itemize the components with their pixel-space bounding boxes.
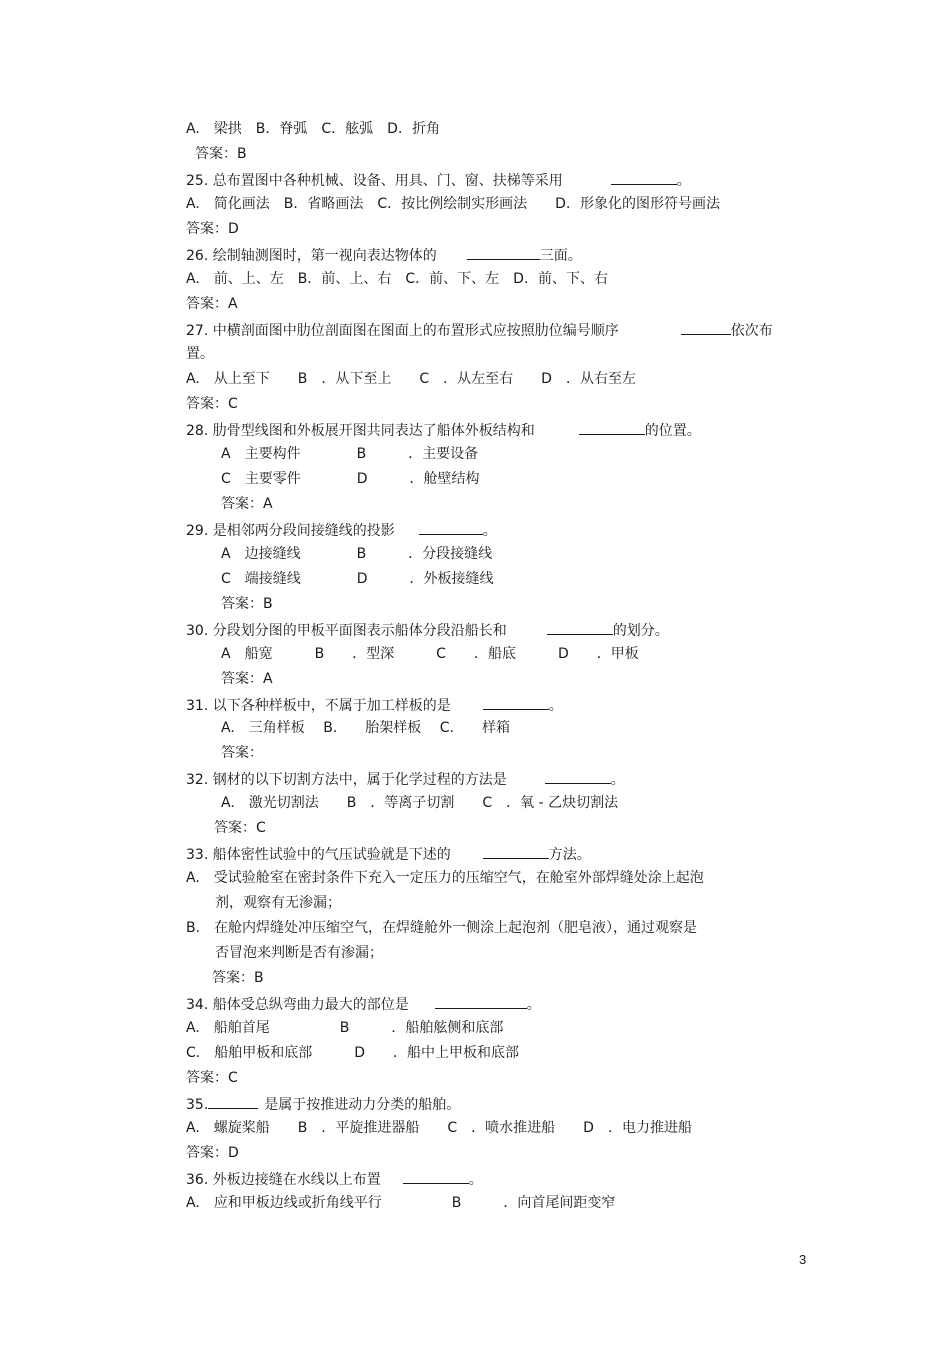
- answer-blank: [681, 320, 731, 335]
- question-text-end: 。: [548, 698, 563, 714]
- question-continuation: 置。: [186, 346, 214, 362]
- answer-blank: [579, 420, 645, 435]
- question-text-end: 方法。: [548, 847, 591, 863]
- answer-blank: [547, 620, 613, 635]
- answer-line: 答案：C: [186, 396, 238, 412]
- answer-line: 答案：C: [186, 1070, 238, 1086]
- options-line: C. 船舶甲板和底部 D ．船中上甲板和底部: [186, 1045, 520, 1061]
- question-text: 25. 总布置图中各种机械、设备、用具、门、窗、扶梯等采用: [186, 173, 563, 189]
- question-27: [186, 320, 773, 340]
- answer-line: 答案：A: [221, 671, 273, 687]
- answer-line: 答案：D: [186, 221, 239, 237]
- answer-blank: [208, 1094, 258, 1109]
- question-text-end: 。: [468, 1172, 483, 1188]
- answer-blank: [435, 994, 527, 1009]
- question-text: 32. 钢材的以下切割方法中，属于化学过程的方法是: [186, 772, 507, 788]
- options-line: A. 前、上、左 B．前、上、右 C．前、下、左 D．前、下、右: [186, 271, 608, 287]
- answer-blank: [483, 844, 549, 859]
- answer-blank: [545, 769, 611, 784]
- answer-line: 答案：B: [195, 146, 247, 162]
- question-25: [186, 170, 691, 190]
- question-text-end: 三面。: [539, 248, 582, 264]
- question-text-end: 。: [610, 772, 625, 788]
- options-line: A 主要构件 B ．主要设备: [221, 446, 479, 462]
- question-text: 33. 船体密性试验中的气压试验就是下述的: [186, 847, 451, 863]
- options-line: A. 螺旋桨船 B ．平旋推进器船 C ．喷水推进船 D ．电力推进船: [186, 1120, 692, 1136]
- page-number: 3: [799, 1252, 807, 1267]
- options-line: A. 受试验舱室在密封条件下充入一定压力的压缩空气，在舱室外部焊缝处涂上起泡: [186, 870, 704, 886]
- question-36: [186, 1169, 483, 1189]
- answer-line: 答案：A: [186, 296, 238, 312]
- question-text-end: 是属于按推进动力分类的船舶。: [264, 1097, 461, 1113]
- question-34: [186, 994, 541, 1014]
- options-line: A. 激光切割法 B ．等离子切割 C ．氧 - 乙炔切割法: [221, 795, 619, 811]
- question-31: [186, 695, 563, 715]
- question-text-end: 的划分。: [612, 623, 669, 639]
- answer-blank: [403, 1169, 469, 1184]
- question-29: [186, 520, 497, 540]
- options-line: A. 从上至下 B ．从下至上 C ．从左至右 D ．从右至左: [186, 371, 636, 387]
- question-26: [186, 245, 582, 265]
- options-line: A 边接缝线 B ．分段接缝线: [221, 546, 493, 562]
- question-text: 29. 是相邻两分段间接缝线的投影: [186, 523, 395, 539]
- answer-line: 答案：B: [221, 596, 273, 612]
- question-28: [186, 420, 701, 440]
- question-text: 34. 船体受总纵弯曲力最大的部位是: [186, 997, 409, 1013]
- answer-blank: [611, 170, 677, 185]
- question-text-end: 依次布: [730, 323, 773, 339]
- question-32: [186, 769, 625, 789]
- answer-line: 答案：D: [186, 1145, 239, 1161]
- options-line: C 主要零件 D ．舱壁结构: [221, 471, 480, 487]
- answer-blank: [483, 695, 549, 710]
- options-line: A. 应和甲板边线或折角线平行 B ．向首尾间距变窄: [186, 1195, 616, 1211]
- question-text-end: 的位置。: [644, 423, 701, 439]
- answer-blank: [419, 520, 483, 535]
- answer-line: 答案：: [221, 745, 263, 761]
- options-line: A 船宽 B ．型深 C ．船底 D ．甲板: [221, 646, 639, 662]
- question-text: 30. 分段划分图的甲板平面图表示船体分段沿船长和: [186, 623, 507, 639]
- options-line: A. 三角样板 B. 胎架样板 C. 样箱: [221, 720, 510, 736]
- question-35: [186, 1094, 460, 1114]
- question-text-end: 。: [482, 523, 497, 539]
- question-text: 36. 外板边接缝在水线以上布置: [186, 1172, 381, 1188]
- options-line: 否冒泡来判断是否有渗漏；: [215, 945, 383, 961]
- question-33: [186, 844, 591, 864]
- options-line: C 端接缝线 D ．外板接缝线: [221, 571, 494, 587]
- question-text: 26. 绘制轴测图时，第一视向表达物体的: [186, 248, 437, 264]
- options-line: A. 船舶首尾 B ．船舶舷侧和底部: [186, 1020, 504, 1036]
- answer-line: 答案：B: [212, 970, 264, 986]
- question-30: [186, 620, 669, 640]
- answer-line: 答案：C: [214, 820, 266, 836]
- options-line: A. 简化画法 B．省略画法 C．按比例绘制实形画法 D．形象化的图形符号画法: [186, 196, 720, 212]
- question-text: 28. 肋骨型线图和外板展开图共同表达了船体外板结构和: [186, 423, 535, 439]
- question-text-end: 。: [526, 997, 541, 1013]
- question-text: 35.: [186, 1097, 209, 1113]
- options-line: A. 梁拱 B．脊弧 C．舷弧 D．折角: [186, 121, 440, 137]
- options-line: 剂，观察有无渗漏；: [215, 895, 341, 911]
- question-text: 27. 中横剖面图中肋位剖面图在图面上的布置形式应按照肋位编号顺序: [186, 323, 619, 339]
- answer-line: 答案：A: [221, 496, 273, 512]
- answer-blank: [467, 245, 540, 260]
- question-text-end: 。: [676, 173, 691, 189]
- options-line: B. 在舱内焊缝处冲压缩空气，在焊缝舱外一侧涂上起泡剂（肥皂液），通过观察是: [186, 920, 698, 936]
- question-text: 31. 以下各种样板中，不属于加工样板的是: [186, 698, 451, 714]
